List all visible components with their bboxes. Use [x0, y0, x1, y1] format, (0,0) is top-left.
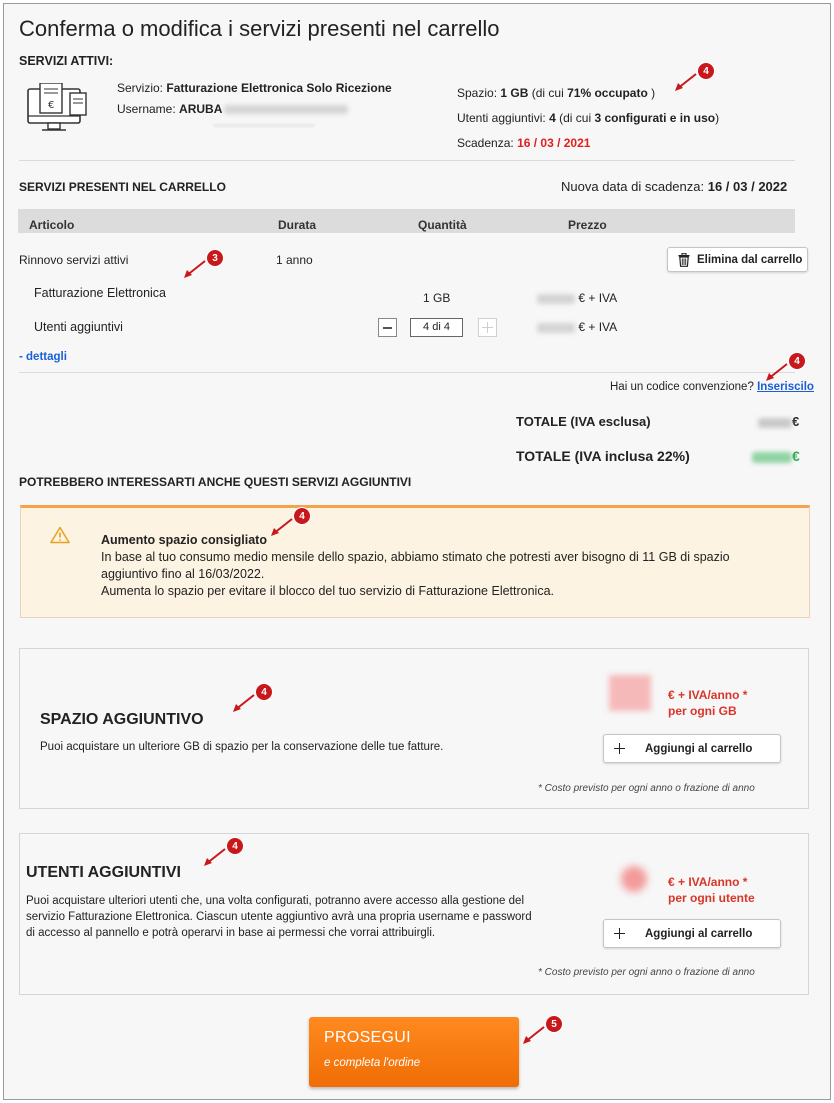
users-price-line-1: € + IVA/anno * [668, 875, 748, 889]
space-warning-box [20, 505, 810, 618]
marker-number: 3 [207, 250, 223, 266]
annotation-marker [522, 1016, 562, 1046]
item-fatturazione-price [537, 291, 617, 305]
space-mid: (di cui [531, 86, 564, 100]
space-addon-note: * Costo previsto per ogni anno o frazione di anno [538, 783, 755, 794]
marker-number: 4 [789, 353, 805, 369]
service-name: Fatturazione Elettronica Solo Ricezione [166, 81, 392, 95]
suggest-heading: POTREBBERO INTERESSARTI ANCHE QUESTI SERVIZI AGGIUNTIVI [19, 475, 412, 489]
add-users-label: Aggiungi al carrello [645, 927, 753, 940]
col-durata: Durata [278, 218, 317, 232]
annotation-marker [232, 684, 272, 714]
username-redacted [224, 105, 348, 114]
expiry-label: Scadenza: [457, 136, 514, 150]
users-end: ) [715, 111, 720, 125]
space-price-line-1: € + IVA/anno * [668, 688, 748, 702]
price-suffix: € + IVA [578, 291, 618, 305]
users-addon-note: * Costo previsto per ogni anno o frazione di anno [538, 967, 755, 978]
marker-number: 5 [546, 1016, 562, 1032]
space-line [457, 86, 655, 100]
annotation-marker [674, 63, 714, 93]
users-addon-price-redacted [621, 866, 647, 892]
space-price-line-2: per ogni GB [668, 704, 737, 718]
total-in-suffix: € [792, 448, 800, 464]
qty-increase-button[interactable] [478, 318, 497, 337]
space-addon-price [668, 687, 747, 719]
warning-line-1: In base al tuo consumo medio mensile dello spazio, abbiamo stimato che potresti aver bisogno di 11 GB di spazio [101, 550, 730, 564]
expiry-line [457, 136, 590, 150]
add-space-label: Aggiungi al carrello [645, 742, 753, 755]
users-addon-title: UTENTI AGGIUNTIVI [26, 864, 181, 881]
space-addon-desc: Puoi acquistare un ulteriore GB di spazio per la conservazione delle tue fatture. [40, 741, 444, 753]
total-ex-redacted [758, 418, 792, 428]
col-prezzo: Prezzo [568, 218, 607, 232]
username-redacted-line [214, 124, 314, 127]
continue-sublabel: e completa l'ordine [324, 1057, 421, 1069]
continue-label: PROSEGUI [324, 1029, 411, 1046]
marker-number: 4 [227, 838, 243, 854]
plus-icon [482, 322, 493, 333]
item-users-price [537, 320, 617, 334]
total-in-label: TOTALE (IVA inclusa 22%) [516, 448, 690, 464]
warning-line-2: aggiuntivo fino al 16/03/2022. [101, 567, 265, 581]
users-quantity-input[interactable]: 4 di 4 [410, 318, 463, 337]
new-expiry-label: Nuova data di scadenza: [561, 179, 705, 194]
col-quantita: Quantità [418, 218, 467, 232]
space-end: ) [651, 86, 656, 100]
item-users-label: Utenti aggiuntivi [34, 320, 123, 334]
users-price-line-2: per ogni utente [668, 891, 755, 905]
total-ex-suffix: € [792, 414, 800, 429]
space-label: Spazio: [457, 86, 498, 100]
item-fatturazione-label: Fatturazione Elettronica [34, 286, 167, 300]
users-desc-line-2: servizio Fatturazione Elettronica. Ciascun utente aggiuntivo avrà una propria username e password [26, 911, 532, 923]
marker-number: 4 [698, 63, 714, 79]
page-title: Conferma o modifica i servizi presenti nel carrello [19, 16, 500, 41]
details-link[interactable]: - dettagli [19, 351, 67, 363]
annotation-marker [270, 508, 310, 538]
users-line [457, 111, 719, 125]
add-space-to-cart-button[interactable] [603, 734, 781, 763]
total-in-value [752, 448, 800, 464]
space-value: 1 GB [500, 86, 529, 100]
annotation-marker [203, 838, 243, 868]
users-addon-desc [26, 893, 532, 941]
service-line [117, 81, 392, 95]
active-services-heading: SERVIZI ATTIVI: [19, 54, 114, 68]
users-addon-card [19, 833, 809, 995]
coupon-link[interactable]: Inseriscilo [757, 381, 814, 393]
expiry-value: 16 / 03 / 2021 [517, 136, 591, 150]
svg-text:€: € [48, 100, 55, 111]
users-mid: (di cui [559, 111, 592, 125]
monitor-invoice-icon [26, 83, 90, 135]
marker-number: 4 [256, 684, 272, 700]
space-used: 71% occupato [567, 86, 648, 100]
users-desc-line-3: di accesso al pannello e potrà operarvi in base ai permessi che vorrai attribuirgli. [26, 927, 436, 939]
annotation-marker [183, 250, 223, 280]
delete-from-cart-label: Elimina dal carrello [697, 253, 803, 266]
divider [19, 160, 795, 161]
price-redacted [537, 323, 575, 333]
space-addon-card [19, 648, 809, 809]
users-label: Utenti aggiuntivi: [457, 111, 546, 125]
renewal-label: Rinnovo servizi attivi [19, 253, 129, 267]
users-value: 4 [549, 111, 556, 125]
username-value: ARUBA [179, 102, 223, 116]
users-desc-line-1: Puoi acquistare ulteriori utenti che, una volta configurati, potranno avere accesso alla gestione del [26, 895, 524, 907]
total-ex-value [758, 414, 799, 429]
coupon-question: Hai un codice convenzione? [610, 381, 754, 393]
qty-decrease-button[interactable] [378, 318, 397, 337]
total-in-redacted [752, 452, 792, 463]
warning-line-3: Aumenta lo spazio per evitare il blocco del tuo servizio di Fatturazione Elettronica. [101, 584, 555, 598]
users-addon-price [668, 874, 755, 906]
cart-heading: SERVIZI PRESENTI NEL CARRELLO [19, 180, 226, 194]
users-config: 3 configurati e in uso [594, 111, 716, 125]
cart-table-header [18, 209, 795, 233]
renewal-duration: 1 anno [276, 253, 313, 267]
divider [19, 372, 795, 373]
marker-number: 4 [294, 508, 310, 524]
plus-icon [614, 743, 625, 754]
warning-icon [50, 526, 70, 549]
price-redacted [537, 294, 575, 304]
username-label: Username: [117, 102, 176, 116]
trash-icon [678, 253, 690, 267]
delete-from-cart-button[interactable] [667, 247, 808, 272]
space-addon-price-redacted [609, 675, 651, 711]
new-expiry-line [561, 179, 787, 194]
item-fatturazione-qty: 1 GB [423, 291, 451, 305]
price-suffix: € + IVA [578, 320, 618, 334]
annotation-marker [765, 353, 805, 383]
plus-icon [614, 928, 625, 939]
continue-button[interactable] [309, 1017, 519, 1087]
warning-title: Aumento spazio consigliato [101, 533, 267, 547]
space-addon-title: SPAZIO AGGIUNTIVO [40, 711, 204, 728]
col-articolo: Articolo [29, 218, 75, 232]
service-label: Servizio: [117, 81, 164, 95]
total-ex-label: TOTALE (IVA esclusa) [516, 414, 651, 429]
username-line [117, 102, 348, 116]
new-expiry-value: 16 / 03 / 2022 [707, 179, 788, 194]
add-users-to-cart-button[interactable] [603, 919, 781, 948]
minus-icon [383, 327, 392, 329]
